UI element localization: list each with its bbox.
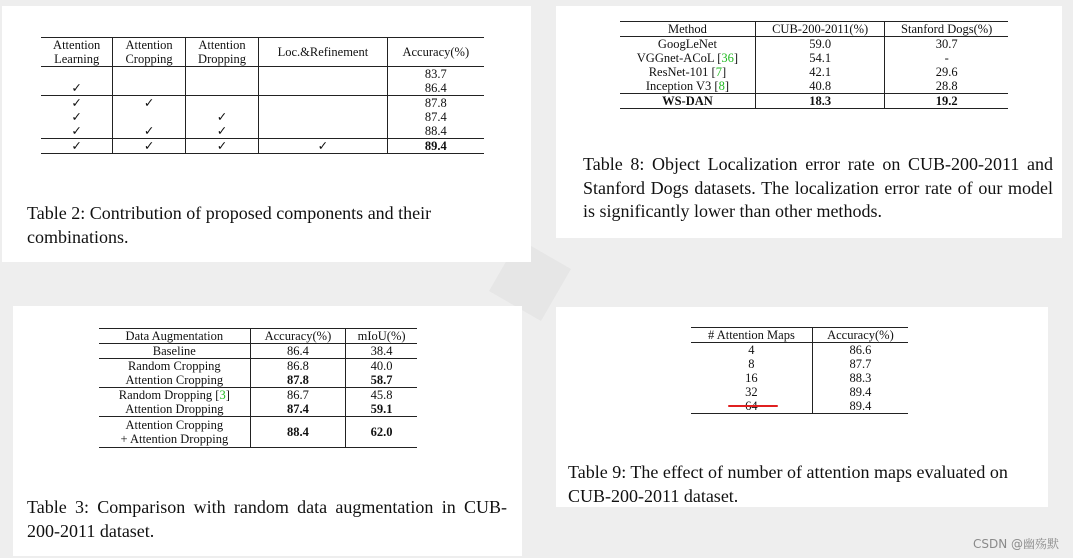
table3-cell-best: 88.4 — [250, 417, 346, 448]
table8-caption: Table 8: Object Localization error rate on CUB-200-2011 and Stanford Dogs datasets. The localization error rate of our model is significantly lower than other methods. — [583, 154, 1053, 221]
table9-cell: 88.3 — [849, 371, 872, 385]
table2-header-text: Attention Cropping — [125, 38, 173, 66]
watermark: CSDN @幽殇默 — [972, 537, 1059, 551]
table3-cell-best: 58.7 — [370, 373, 393, 387]
table3-cell: 40.0 — [346, 359, 417, 374]
table8-method: VGGnet-ACoL [36] — [620, 51, 755, 65]
method-name: VGGnet-ACoL — [636, 51, 715, 65]
table-row — [99, 344, 417, 359]
table-row — [99, 388, 417, 403]
table2-cell — [259, 110, 387, 124]
table3-cell: 38.4 — [370, 344, 393, 358]
table2-cell — [185, 67, 258, 82]
table-row — [620, 37, 1008, 52]
table2-header — [41, 38, 113, 67]
aug-name: Random Dropping — [118, 388, 213, 402]
table-row — [620, 94, 1008, 109]
checkmark-icon: ✓ — [185, 110, 258, 124]
table8-method — [620, 37, 755, 52]
table2-cell: 86.4 — [424, 81, 447, 95]
table8-header: CUB-200-2011(%) — [755, 22, 885, 37]
table8-cell: 28.8 — [935, 79, 958, 93]
table8-method: Inception V3 [8] — [620, 79, 755, 94]
table8-cell: 40.8 — [755, 79, 885, 94]
table8-cell-best: 18.3 — [755, 94, 885, 109]
table3-aug: Attention Cropping — [99, 373, 250, 388]
table9-cell: 16 — [691, 371, 812, 385]
table2 — [41, 37, 484, 154]
table8-method-best: WS-DAN — [620, 94, 755, 109]
table2-caption: Table 2: Contribution of proposed components and their combinations. — [27, 203, 432, 247]
table-row — [41, 124, 484, 139]
table8-cell: - — [944, 51, 949, 65]
table3-cell: 86.4 — [250, 344, 346, 359]
table2-header-text: Accuracy(%) — [402, 45, 470, 59]
table2-cell: 87.4 — [424, 110, 447, 124]
table8-panel — [556, 6, 1062, 238]
table8-cell: 54.1 — [755, 51, 885, 65]
table3-cell: 86.8 — [250, 359, 346, 374]
table3-panel — [13, 306, 522, 556]
table2-header — [259, 38, 387, 67]
table2-cell — [113, 67, 186, 82]
table3-cell-best: 59.1 — [370, 402, 393, 416]
table-row — [41, 110, 484, 124]
checkmark-icon: ✓ — [259, 139, 387, 154]
citation-link[interactable]: 36 — [721, 51, 734, 65]
table-row — [620, 65, 1008, 79]
table9-cell: 89.4 — [849, 385, 872, 399]
table9-cell: 8 — [691, 357, 812, 371]
table2-cell — [259, 81, 387, 96]
table9-caption: Table 9: The effect of number of attention maps evaluated on CUB-200-2011 dataset. — [568, 462, 1008, 506]
checkmark-icon: ✓ — [113, 124, 186, 139]
aug-line: + Attention Dropping — [120, 432, 229, 446]
method-name: Inception V3 — [645, 79, 712, 93]
table9-cell: 86.6 — [849, 343, 872, 357]
table2-cell: 88.4 — [424, 124, 447, 138]
method-name: GoogLeNet — [657, 37, 717, 51]
table3-header: Data Augmentation — [99, 329, 250, 344]
table-row — [99, 417, 417, 448]
table3-caption: Table 3: Comparison with random data augmentation in CUB-200-2011 dataset. — [27, 497, 507, 541]
table-row — [620, 79, 1008, 94]
table8-header: Stanford Dogs(%) — [885, 22, 1008, 37]
checkmark-icon: ✓ — [41, 81, 113, 96]
table2-cell: 87.8 — [387, 96, 484, 111]
table2-cell — [185, 96, 258, 111]
table-row — [41, 96, 484, 111]
red-underline-annotation — [728, 405, 778, 407]
citation-link[interactable]: 8 — [718, 79, 725, 93]
table2-header-text: Loc.&Refinement — [277, 45, 369, 59]
table-row — [691, 385, 908, 399]
table2-cell: 83.7 — [424, 67, 447, 81]
table-row — [41, 67, 484, 82]
table3-cell: 45.8 — [346, 388, 417, 403]
table2-cell — [41, 67, 113, 82]
table-row — [691, 371, 908, 385]
table2-cell — [259, 96, 387, 111]
table2-header — [113, 38, 186, 67]
checkmark-icon: ✓ — [41, 110, 113, 124]
checkmark-icon: ✓ — [113, 139, 186, 154]
table2-cell — [259, 124, 387, 139]
table8-cell: 42.1 — [755, 65, 885, 79]
table3 — [99, 328, 417, 448]
table-row — [691, 357, 908, 371]
table2-panel — [2, 6, 531, 262]
table-row — [620, 51, 1008, 65]
table2-header — [387, 38, 484, 67]
table-row — [691, 343, 908, 358]
table-row — [99, 359, 417, 374]
table9-cell: 89.4 — [812, 399, 908, 414]
method-name: ResNet-101 — [648, 65, 709, 79]
table2-header — [185, 38, 258, 67]
table2-cell — [113, 81, 186, 96]
table-row — [99, 373, 417, 388]
table8-cell: 59.0 — [755, 37, 885, 52]
checkmark-icon: ✓ — [185, 139, 258, 154]
table2-cell — [259, 67, 387, 82]
table9-header: # Attention Maps — [691, 328, 812, 343]
table3-cell: 86.7 — [250, 388, 346, 403]
table3-aug — [99, 417, 250, 448]
table9-cell: 32 — [691, 385, 812, 399]
table2-cell — [113, 110, 186, 124]
table9-cell: 87.7 — [849, 357, 872, 371]
table3-header: mIoU(%) — [346, 329, 417, 344]
table8 — [620, 21, 1008, 109]
table9-panel — [556, 307, 1048, 507]
table3-cell-best: 62.0 — [346, 417, 417, 448]
aug-line: Attention Cropping — [125, 418, 224, 432]
citation-link[interactable]: 3 — [219, 388, 226, 402]
table3-aug: Random Cropping — [99, 359, 250, 374]
table8-cell-best: 19.2 — [885, 94, 1008, 109]
checkmark-icon: ✓ — [41, 96, 113, 111]
table9 — [691, 327, 908, 414]
table9-cell: 4 — [691, 343, 812, 358]
table8-method: ResNet-101 [7] — [620, 65, 755, 79]
checkmark-icon: ✓ — [113, 96, 186, 111]
table-row — [41, 81, 484, 96]
citation-link[interactable]: 7 — [715, 65, 722, 79]
checkmark-icon: ✓ — [185, 124, 258, 139]
table3-cell-best: 87.8 — [250, 373, 346, 388]
table9-header: Accuracy(%) — [812, 328, 908, 343]
table8-header: Method — [620, 22, 755, 37]
table3-aug: Random Dropping [3] — [99, 388, 250, 403]
table8-cell: 29.6 — [935, 65, 958, 79]
table2-cell-best: 89.4 — [387, 139, 484, 154]
checkmark-icon: ✓ — [41, 124, 113, 139]
table3-aug: Attention Dropping — [99, 402, 250, 417]
table2-header-text: Attention Learning — [53, 38, 101, 66]
table3-cell-best: 87.4 — [250, 402, 346, 417]
table-row — [691, 399, 908, 414]
table-row — [99, 402, 417, 417]
table3-aug: Baseline — [99, 344, 250, 359]
table3-header: Accuracy(%) — [250, 329, 346, 344]
checkmark-icon: ✓ — [41, 139, 113, 154]
table2-cell — [185, 81, 258, 96]
table-row — [41, 139, 484, 154]
table8-cell: 30.7 — [935, 37, 958, 51]
table2-header-text: Attention Dropping — [198, 38, 246, 66]
